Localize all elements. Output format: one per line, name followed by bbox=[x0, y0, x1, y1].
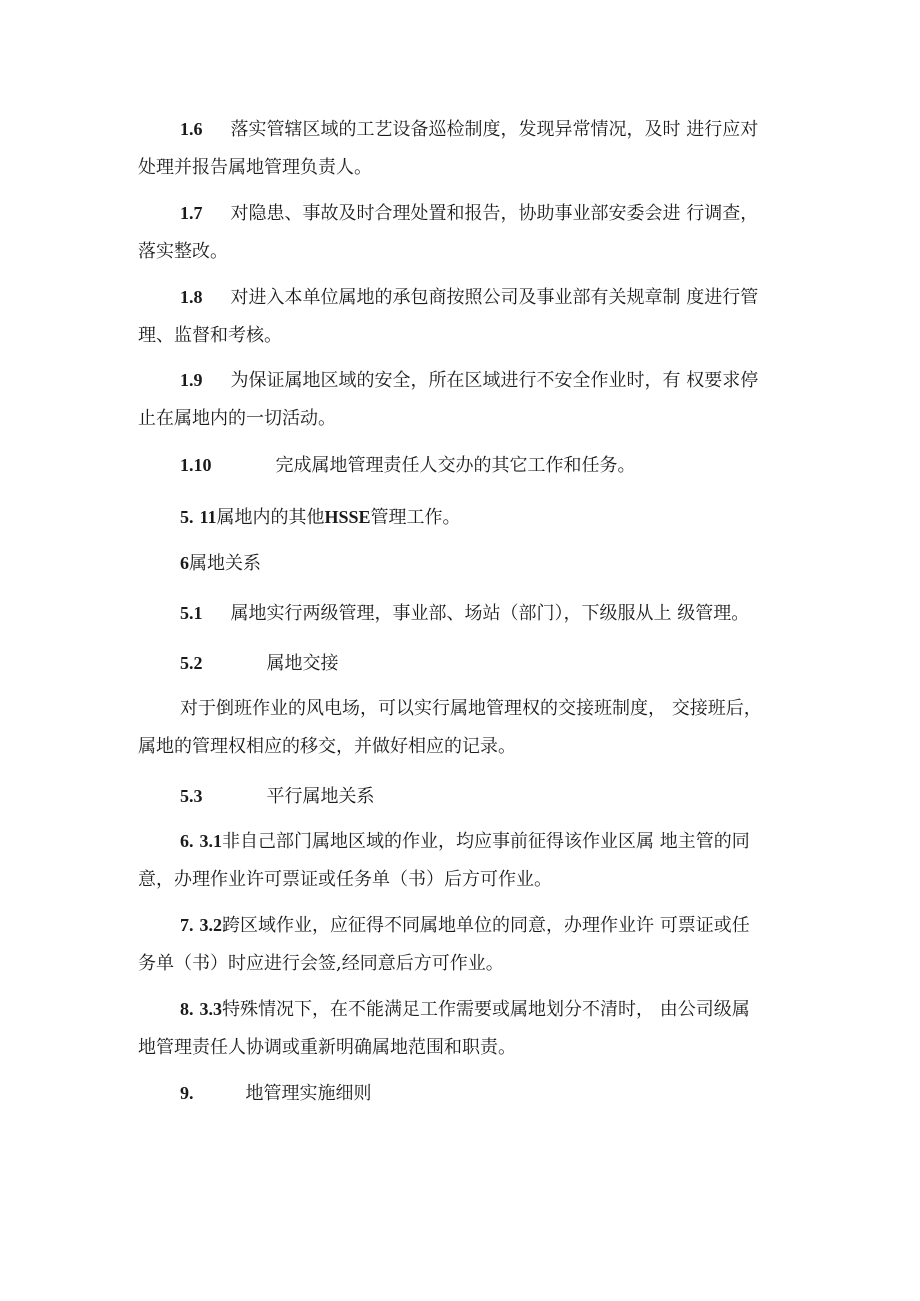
clause-text-line1: 为保证属地区域的安全，所在区域进行不安全作业时，有 权要求停 bbox=[230, 370, 759, 391]
clause-text-line1: 非自己部门属地区域的作业，均应事前征得该作业区属 地主管的同 bbox=[222, 831, 750, 852]
clause-number: 5.3 bbox=[180, 786, 203, 806]
clause-text-line1: 落实管辖区域的工艺设备巡检制度，发现异常情况，及时 进行应对 bbox=[230, 119, 759, 140]
clause-number: 1.7 bbox=[180, 203, 203, 223]
clause-number: 1.10 bbox=[180, 455, 212, 475]
clause-text-line2: 处理并报告属地管理负责人。 bbox=[138, 157, 372, 178]
clause-1-8 bbox=[138, 278, 786, 355]
handover-paragraph bbox=[138, 690, 786, 766]
clause-text-line2: 务单（书）时应进行会签,经同意后方可作业。 bbox=[138, 953, 504, 974]
section-9-heading bbox=[138, 1074, 786, 1113]
clause-6-3-1 bbox=[138, 822, 786, 899]
section-title: 地管理实施细则 bbox=[245, 1083, 372, 1104]
paragraph-line2: 属地的管理权相应的移交，并做好相应的记录。 bbox=[138, 736, 516, 757]
clause-number: 5. bbox=[180, 507, 194, 527]
section-number: 9. bbox=[180, 1083, 194, 1103]
clause-number: 8. bbox=[180, 999, 194, 1019]
hsse-term: HSSE bbox=[324, 507, 371, 527]
clause-text-line1: 属地内的其他 bbox=[216, 507, 325, 528]
clause-5-3 bbox=[138, 777, 786, 816]
clause-text-line2: 地管理责任人协调或重新明确属地范围和职责。 bbox=[138, 1037, 516, 1058]
clause-number: 1.8 bbox=[180, 287, 203, 307]
clause-text-tail: 管理工作。 bbox=[370, 507, 461, 528]
clause-text-line2: 落实整改。 bbox=[138, 241, 228, 262]
clause-number: 6. bbox=[180, 831, 194, 851]
clause-1-10 bbox=[138, 446, 786, 485]
clause-number: 7. bbox=[180, 915, 194, 935]
clause-1-6 bbox=[138, 110, 786, 187]
clause-text-line1: 属地实行两级管理，事业部、场站（部门），下级服从上 级管理。 bbox=[230, 603, 750, 624]
clause-subnumber: 3.1 bbox=[199, 831, 222, 851]
section-6-heading bbox=[138, 544, 786, 583]
section-number: 6 bbox=[180, 553, 189, 573]
clause-text-line1: 跨区域作业，应征得不同属地单位的同意，办理作业许 可票证或任 bbox=[222, 915, 750, 936]
clause-text-line2: 理、监督和考核。 bbox=[138, 325, 282, 346]
clause-8-3-3 bbox=[138, 990, 786, 1067]
clause-1-9 bbox=[138, 361, 786, 438]
clause-subnumber: 11 bbox=[199, 507, 217, 527]
clause-5-11 bbox=[138, 498, 786, 537]
clause-text-line1: 平行属地关系 bbox=[266, 786, 375, 807]
clause-text-line2: 意，办理作业许可票证或任务单（书）后方可作业。 bbox=[138, 869, 552, 890]
paragraph-line1: 对于倒班作业的风电场，可以实行属地管理权的交接班制度， 交接班后， bbox=[180, 698, 762, 719]
clause-number: 1.6 bbox=[180, 119, 203, 139]
clause-text-line1: 特殊情况下，在不能满足工作需要或属地划分不清时， 由公司级属 bbox=[222, 999, 750, 1020]
clause-subnumber: 3.3 bbox=[199, 999, 222, 1019]
clause-text-line1: 对隐患、事故及时合理处置和报告，协助事业部安委会进 行调查， bbox=[230, 203, 759, 224]
clause-text-line1: 属地交接 bbox=[266, 653, 339, 674]
clause-text-line2: 止在属地内的一切活动。 bbox=[138, 408, 336, 429]
clause-5-1 bbox=[138, 594, 786, 633]
clause-7-3-2 bbox=[138, 906, 786, 983]
clause-number: 5.1 bbox=[180, 603, 203, 623]
clause-5-2 bbox=[138, 644, 786, 683]
clause-number: 5.2 bbox=[180, 653, 203, 673]
clause-subnumber: 3.2 bbox=[199, 915, 222, 935]
clause-text-line1: 完成属地管理责任人交办的其它工作和任务。 bbox=[275, 455, 636, 476]
clause-1-7 bbox=[138, 194, 786, 271]
section-title: 属地关系 bbox=[189, 553, 261, 574]
clause-text-line1: 对进入本单位属地的承包商按照公司及事业部有关规章制 度进行管 bbox=[230, 287, 759, 308]
clause-number: 1.9 bbox=[180, 370, 203, 390]
